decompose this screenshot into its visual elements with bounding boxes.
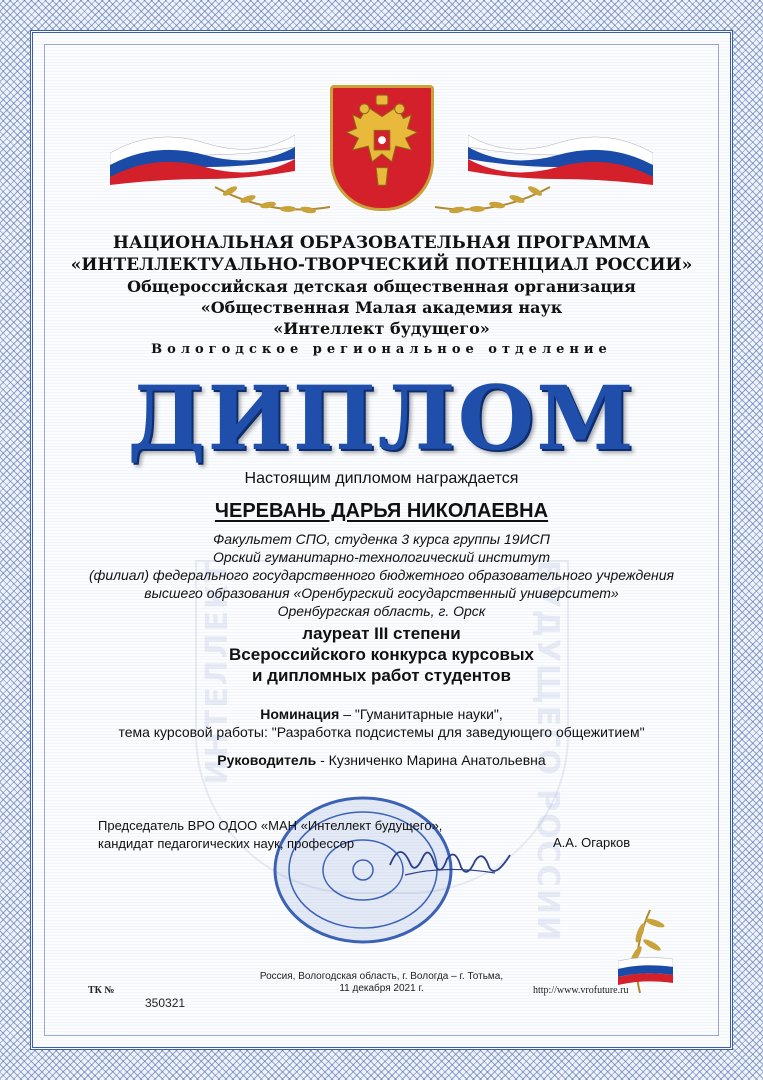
watermark-text-left: ИНТЕЛЛЕКТ — [200, 560, 235, 785]
organization-header — [60, 232, 703, 361]
issue-place: Россия, Вологодская область, г. Вологда – г. Тотьма, — [259, 971, 504, 982]
awarded-text: Настоящим дипломом награждается — [244, 470, 519, 487]
issue-date: 11 декабря 2021 г. — [339, 983, 424, 994]
regional-branch: Вологодское региональное отделение — [151, 342, 612, 357]
affiliation-line: Факультет СПО, студенка 3 курса группы 19ИСП — [213, 531, 550, 547]
laurel-branch-right-icon — [435, 177, 555, 217]
recipient-name: ЧЕРЕВАНЬ ДАРЬЯ НИКОЛАЕВНА — [214, 500, 549, 522]
recipient-affiliation — [60, 530, 703, 620]
chairman-name: А.А. Огарков — [553, 835, 631, 850]
certificate-number: 350321 — [145, 996, 186, 1010]
website-url: http://www.vrofuture.ru — [533, 985, 629, 996]
prize-contest: Всероссийского конкурса курсовых — [229, 645, 534, 664]
russian-flag-footer-icon — [618, 955, 673, 985]
organization-name: «Общественная Малая академия наук — [200, 298, 563, 317]
nomination-block — [60, 705, 703, 741]
program-title: НАЦИОНАЛЬНАЯ ОБРАЗОВАТЕЛЬНАЯ ПРОГРАММА — [112, 233, 651, 253]
affiliation-line: Орский гуманитарно-технологический институт — [212, 549, 551, 565]
certificate-number-label: ТК № — [88, 985, 115, 996]
organization-type: Общероссийская детская общественная организация — [127, 277, 636, 296]
laurel-branch-left-icon — [210, 177, 330, 217]
affiliation-line: высшего образования «Оренбургский государственный университет» — [144, 585, 619, 601]
supervisor-line — [60, 752, 703, 768]
russian-flag-right-icon — [468, 125, 653, 185]
nomination-line — [60, 705, 703, 723]
organization-name-2: «Интеллект будущего» — [273, 319, 490, 338]
russian-flag-left-icon — [110, 125, 295, 185]
nomination-value: – "Гуманитарные науки", — [339, 706, 503, 722]
affiliation-line: Оренбургская область, г. Орск — [277, 603, 486, 619]
program-name: «ИНТЕЛЛЕКТУАЛЬНО-ТВОРЧЕСКИЙ ПОТЕНЦИАЛ РОССИИ» — [70, 255, 693, 275]
double-headed-eagle-icon — [333, 88, 431, 208]
supervisor-label: Руководитель — [217, 752, 317, 768]
topic-line: тема курсовой работы: "Разработка подсистемы для заведующего общежитием" — [118, 724, 645, 740]
coat-of-arms-shield — [330, 85, 434, 211]
issue-place-date — [200, 971, 563, 995]
supervisor-value: - Кузниченко Марина Анатольевна — [316, 752, 546, 768]
signature-icon — [385, 835, 515, 885]
emblem-area — [110, 85, 653, 220]
affiliation-line: (филиал) федерального государственного бюджетного образовательного учреждения — [88, 567, 674, 583]
chairman-position: Председатель ВРО ОДОО «МАН «Интеллект будущего», — [98, 818, 443, 833]
prize-degree: лауреат III степени — [302, 624, 461, 643]
chairman-degree: кандидат педагогических наук, профессор — [98, 836, 355, 851]
nomination-label: Номинация — [260, 706, 340, 722]
prize-contest-2: и дипломных работ студентов — [252, 666, 511, 685]
prize-block — [60, 623, 703, 686]
watermark-text-right: БУДУЩЕГО РОССИИ — [530, 560, 565, 943]
diploma-title: ДИПЛОМ — [127, 366, 636, 470]
